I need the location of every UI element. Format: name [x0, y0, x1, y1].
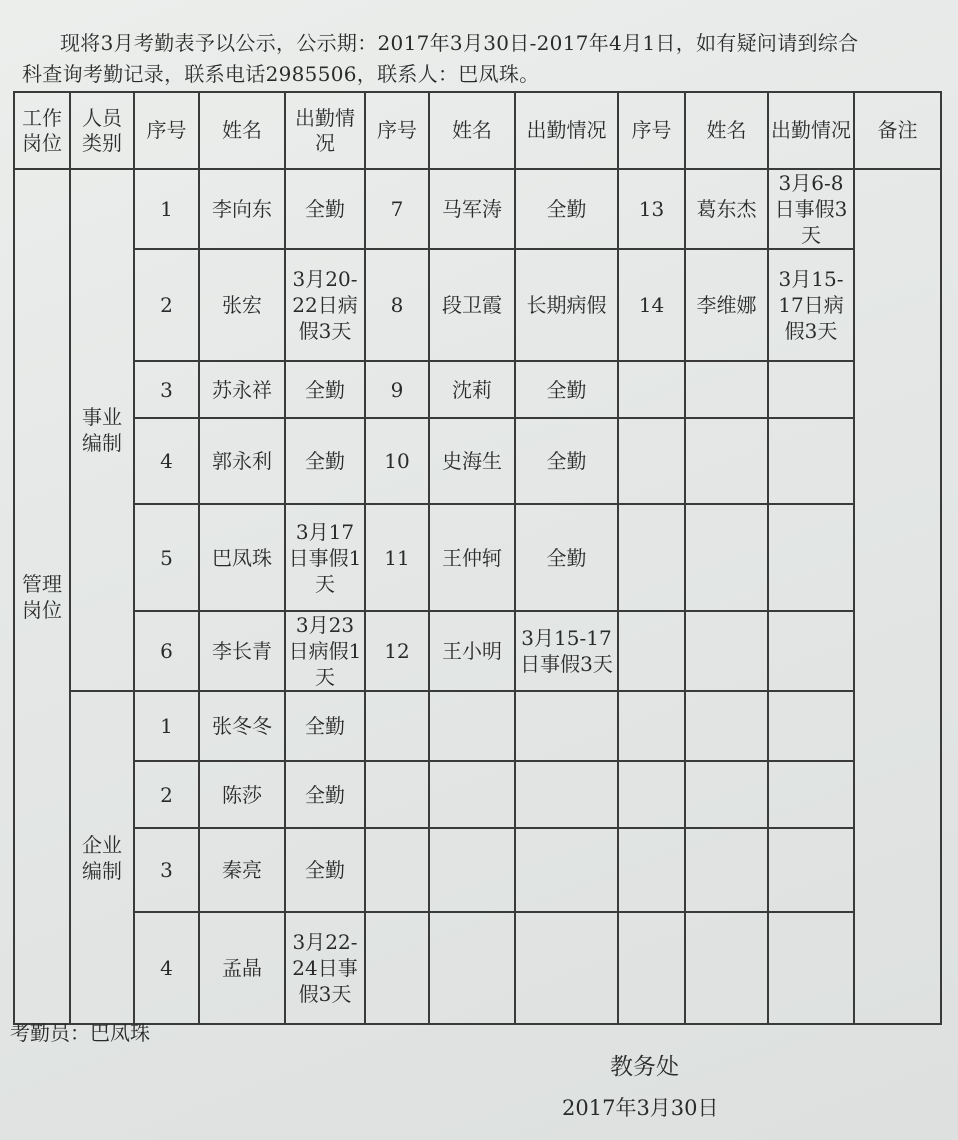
table-row: [14, 761, 941, 828]
empty-cell: [429, 761, 515, 828]
header-name-2: 姓名: [429, 92, 515, 169]
empty-cell: [768, 691, 854, 761]
category-enterprise-cell: 企业编制: [70, 691, 134, 1024]
seq-cell: 1: [134, 169, 199, 249]
status-cell: 全勤: [515, 504, 618, 611]
empty-cell: [365, 912, 429, 1024]
seq-cell: 7: [365, 169, 429, 249]
seq-cell: 12: [365, 611, 429, 691]
table-row: [14, 691, 941, 761]
status-cell: 全勤: [285, 418, 365, 504]
seq-cell: 9: [365, 361, 429, 418]
status-cell: 3月15-17日病假3天: [768, 249, 854, 361]
status-cell: 3月22-24日事假3天: [285, 912, 365, 1024]
status-cell: [768, 418, 854, 504]
name-cell: 巴凤珠: [199, 504, 285, 611]
empty-cell: [685, 912, 768, 1024]
seq-cell: 1: [134, 691, 199, 761]
empty-cell: [365, 691, 429, 761]
status-cell: 3月6-8日事假3天: [768, 169, 854, 249]
notice-line-1-text: 现将3月考勤表予以公示，公示期：2017年3月30日-2017年4月1日，如有疑问请到综合: [60, 31, 859, 55]
seq-cell: [618, 361, 685, 418]
seq-cell: 2: [134, 249, 199, 361]
header-status-1: 出勤情况: [285, 92, 365, 169]
status-cell: 全勤: [285, 761, 365, 828]
seq-cell: [618, 418, 685, 504]
name-cell: 孟晶: [199, 912, 285, 1024]
status-cell: 全勤: [515, 418, 618, 504]
empty-cell: [618, 761, 685, 828]
name-cell: 李长青: [199, 611, 285, 691]
post-cell: 管理岗位: [14, 169, 70, 1024]
name-cell: 张宏: [199, 249, 285, 361]
seq-cell: 2: [134, 761, 199, 828]
header-post: 工作岗位: [14, 92, 70, 169]
table-row: [14, 828, 941, 912]
name-cell: [685, 418, 768, 504]
table-row: [14, 912, 941, 1024]
notice-line-2: [22, 59, 932, 90]
empty-cell: [618, 912, 685, 1024]
status-cell: 3月20-22日病假3天: [285, 249, 365, 361]
status-cell: [768, 611, 854, 691]
seq-cell: 3: [134, 828, 199, 912]
empty-cell: [768, 761, 854, 828]
header-seq-3: 序号: [618, 92, 685, 169]
attendance-table: [13, 91, 942, 1025]
table-row: [14, 169, 941, 249]
status-cell: [768, 504, 854, 611]
name-cell: 李维娜: [685, 249, 768, 361]
name-cell: 段卫霞: [429, 249, 515, 361]
notice-text: [22, 28, 932, 90]
status-cell: 全勤: [285, 828, 365, 912]
empty-cell: [515, 691, 618, 761]
name-cell: 苏永祥: [199, 361, 285, 418]
table-row: [14, 249, 941, 361]
empty-cell: [515, 912, 618, 1024]
name-cell: 史海生: [429, 418, 515, 504]
status-cell: 全勤: [515, 169, 618, 249]
seq-cell: 14: [618, 249, 685, 361]
name-cell: 王仲轲: [429, 504, 515, 611]
issue-date: 2017年3月30日: [562, 1096, 719, 1120]
empty-cell: [429, 691, 515, 761]
status-cell: 全勤: [285, 169, 365, 249]
status-cell: 3月15-17日事假3天: [515, 611, 618, 691]
empty-cell: [429, 828, 515, 912]
header-seq-1: 序号: [134, 92, 199, 169]
header-category: 人员类别: [70, 92, 134, 169]
header-remark: 备注: [854, 92, 941, 169]
seq-cell: 5: [134, 504, 199, 611]
header-name-1: 姓名: [199, 92, 285, 169]
status-cell: 全勤: [285, 691, 365, 761]
name-cell: 秦亮: [199, 828, 285, 912]
empty-cell: [515, 828, 618, 912]
notice-line-1: [22, 28, 932, 59]
name-cell: 李向东: [199, 169, 285, 249]
status-cell: 3月23日病假1天: [285, 611, 365, 691]
status-cell: 全勤: [285, 361, 365, 418]
remark-cell: [854, 169, 941, 1024]
empty-cell: [618, 828, 685, 912]
status-cell: 长期病假: [515, 249, 618, 361]
empty-cell: [515, 761, 618, 828]
status-cell: 3月17日事假1天: [285, 504, 365, 611]
table-row: [14, 504, 941, 611]
table-row: [14, 361, 941, 418]
empty-cell: [429, 912, 515, 1024]
seq-cell: 4: [134, 418, 199, 504]
seq-cell: 13: [618, 169, 685, 249]
name-cell: 马军涛: [429, 169, 515, 249]
name-cell: [685, 504, 768, 611]
seq-cell: 11: [365, 504, 429, 611]
header-seq-2: 序号: [365, 92, 429, 169]
seq-cell: 4: [134, 912, 199, 1024]
seq-cell: 8: [365, 249, 429, 361]
name-cell: 葛东杰: [685, 169, 768, 249]
header-row: [14, 92, 941, 169]
seq-cell: 3: [134, 361, 199, 418]
issuing-office: 教务处: [610, 1054, 679, 1080]
table-row: [14, 611, 941, 691]
header-name-3: 姓名: [685, 92, 768, 169]
name-cell: 王小明: [429, 611, 515, 691]
attendance-clerk: 考勤员：巴凤珠: [10, 1021, 150, 1045]
status-cell: 全勤: [515, 361, 618, 418]
notice-line-2-text: 科查询考勤记录，联系电话2985506，联系人：巴凤珠。: [22, 62, 540, 86]
name-cell: [685, 611, 768, 691]
empty-cell: [768, 828, 854, 912]
empty-cell: [768, 912, 854, 1024]
status-cell: [768, 361, 854, 418]
name-cell: 张冬冬: [199, 691, 285, 761]
seq-cell: [618, 504, 685, 611]
empty-cell: [685, 691, 768, 761]
empty-cell: [618, 691, 685, 761]
header-status-3: 出勤情况: [768, 92, 854, 169]
empty-cell: [365, 761, 429, 828]
seq-cell: [618, 611, 685, 691]
name-cell: [685, 361, 768, 418]
empty-cell: [685, 761, 768, 828]
empty-cell: [365, 828, 429, 912]
name-cell: 陈莎: [199, 761, 285, 828]
empty-cell: [685, 828, 768, 912]
seq-cell: 6: [134, 611, 199, 691]
name-cell: 沈莉: [429, 361, 515, 418]
table-row: [14, 418, 941, 504]
name-cell: 郭永利: [199, 418, 285, 504]
seq-cell: 10: [365, 418, 429, 504]
category-public-cell: 事业编制: [70, 169, 134, 691]
header-status-2: 出勤情况: [515, 92, 618, 169]
